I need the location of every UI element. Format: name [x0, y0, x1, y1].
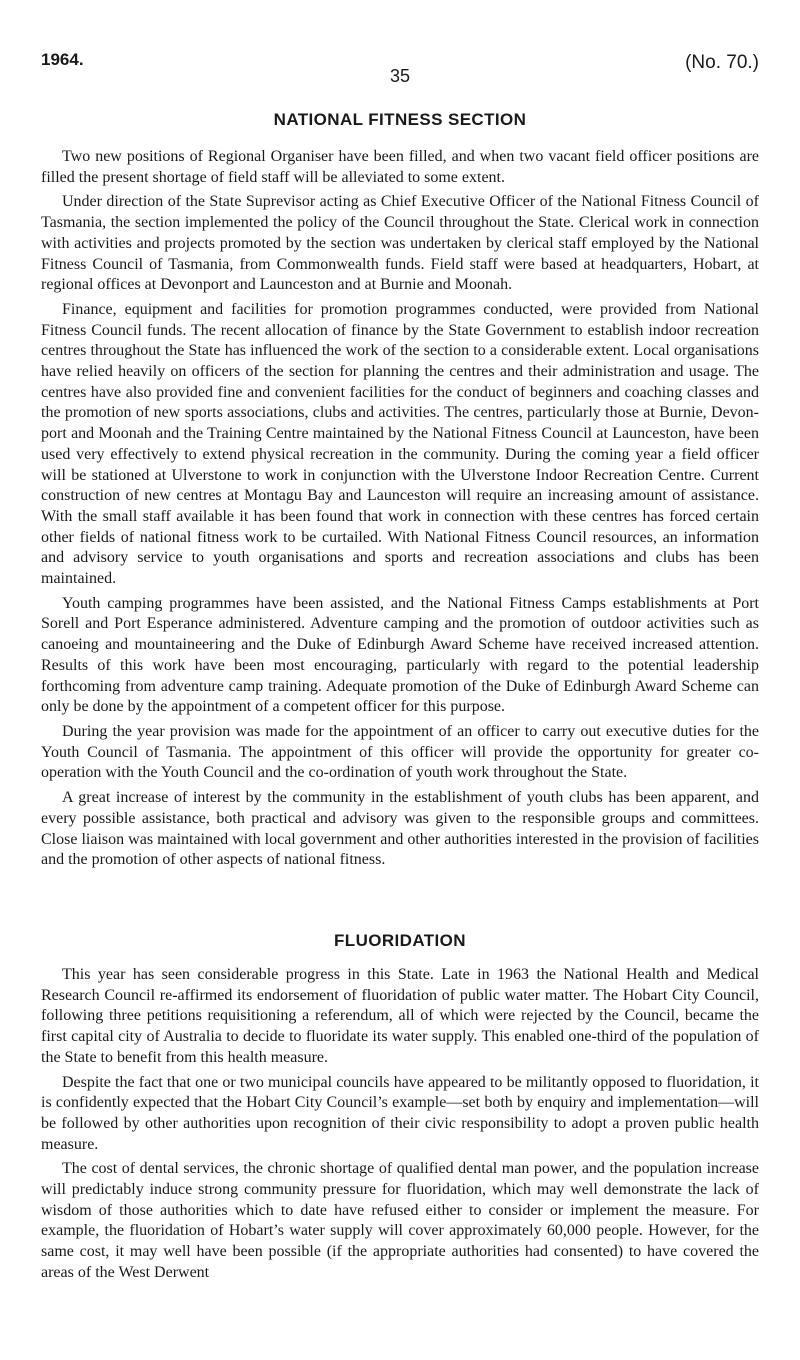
page-number: 35	[389, 66, 411, 86]
section-title-national-fitness: NATIONAL FITNESS SECTION	[273, 110, 527, 129]
document-number: (No. 70.)	[685, 52, 759, 73]
paragraph: This year has seen considerable progress in this State. Late in 1963 the National Health and Medical Research Council re-affirmed its endorsement of fluoridation of public water matter. The Hobart City Council, following three petitions requisitioning a referendum, all of which were rejected by the Council, became the first capital city of Australia to decide to fluoridate its water supply. This enabled one-third of the population of the State to benefit from this health measure.	[41, 966, 759, 1066]
paragraph: Two new positions of Regional Organiser have been filled, and when two vacant field officer positions are filled the present shortage of field staff will be alleviated to some extent.	[41, 148, 759, 186]
paragraph: Under direction of the State Suprevisor acting as Chief Executive Officer of the National Fitness Council of Tasmania, the section implemented the policy of the Council throughout the State. Clerical work in connection with activities and projects promoted by the section was undertaken by clerical staff employed by the National Fitness Council of Tasmania, from Commonwealth funds. Field staff were based at headquarters, Hobart, at regional offices at Devonport and Launceston and at Burnie and Moonah.	[41, 193, 759, 294]
paragraph: A great increase of interest by the community in the establishment of youth clubs has been apparent, and every possible assistance, both practical and advisory was given to the responsible groups and committees. Close liaison was maintained with local government and other authorities interested in the provision of facilities and the promotion of other aspects of national fitness.	[41, 789, 759, 869]
section-body-fluoridation	[41, 965, 759, 1288]
section-title-fluoridation: FLUORIDATION	[334, 931, 466, 950]
paragraph: Finance, equipment and facilities for promotion programmes conducted, were provided from National Fitness Council funds. The recent allocation of finance by the State Government to establish indoor recreation centres throughout the State has influenced the work of the section to a considerable extent. Local organisations have relied heavily on officers of the section for planning the centres and their administration and usage. The centres have also provided fine and convenient facilities for the conduct of beginners and coaching classes and the promotion of new sports associations, clubs and activities. The centres, particularly those at Burnie, Devonport and Moonah and the Training Centre maintained by the National Fitness Council at Launceston, have been used very effectively to extend physical recreation in the community. During the coming year a field officer will be stationed at Ulverstone to work in conjunction with the Ulverstone Indoor Recreation Centre. Current construction of new centres at Montagu Bay and Launceston will require an increasing amount of assistance. With the small staff available it has been found that work in connection with these centres has forced certain other fields of national fitness work to be curtailed. With National Fitness Council resources, an information and advisory service to youth organisations and sports and recreation associations and clubs has been maintained.	[41, 300, 759, 588]
paragraph: Despite the fact that one or two municipal councils have appeared to be militantly opposed to fluoridation, it is confidently expected that the Hobart City Council’s example—set both by enquiry and implementation—will be followed by other authorities upon recognition of their civic responsibility to adopt a proven public health measure.	[41, 1073, 759, 1153]
paragraph: Youth camping programmes have been assisted, and the National Fitness Camps establishments at Port Sorell and Port Esperance administered. Adventure camping and the promotion of outdoor activities such as canoeing and mountaineering and the Duke of Edinburgh Award Scheme have received increased attention. Results of this work have been most encouraging, particularly with regard to the potential leadership forthcoming from adventure camp training. Adequate promotion of the Duke of Edinburgh Award Scheme can only be done by the appointment of a competent officer for this purpose.	[41, 594, 759, 716]
header-year: 1964.	[41, 50, 84, 69]
paragraph: The cost of dental services, the chronic shortage of qualified dental man power, and the population increase will predictably induce strong community pressure for fluoridation, which may well demonstrate the lack of wisdom of those authorities which to date have refused either to consider or implement the measure. For example, the fluoridation of Hobart’s water supply will cover approximately 60,000 people. However, for the same cost, it may well have been possible (if the appropriate authorities had consented) to have covered the areas of the West Derwent	[41, 1160, 759, 1281]
section-body-national-fitness	[41, 147, 759, 875]
paragraph: During the year provision was made for the appointment of an officer to carry out executive duties for the Youth Council of Tasmania. The appointment of this officer will provide the opportunity for greater co-operation with the Youth Council and the co-ordination of youth work throughout the State.	[41, 722, 759, 782]
